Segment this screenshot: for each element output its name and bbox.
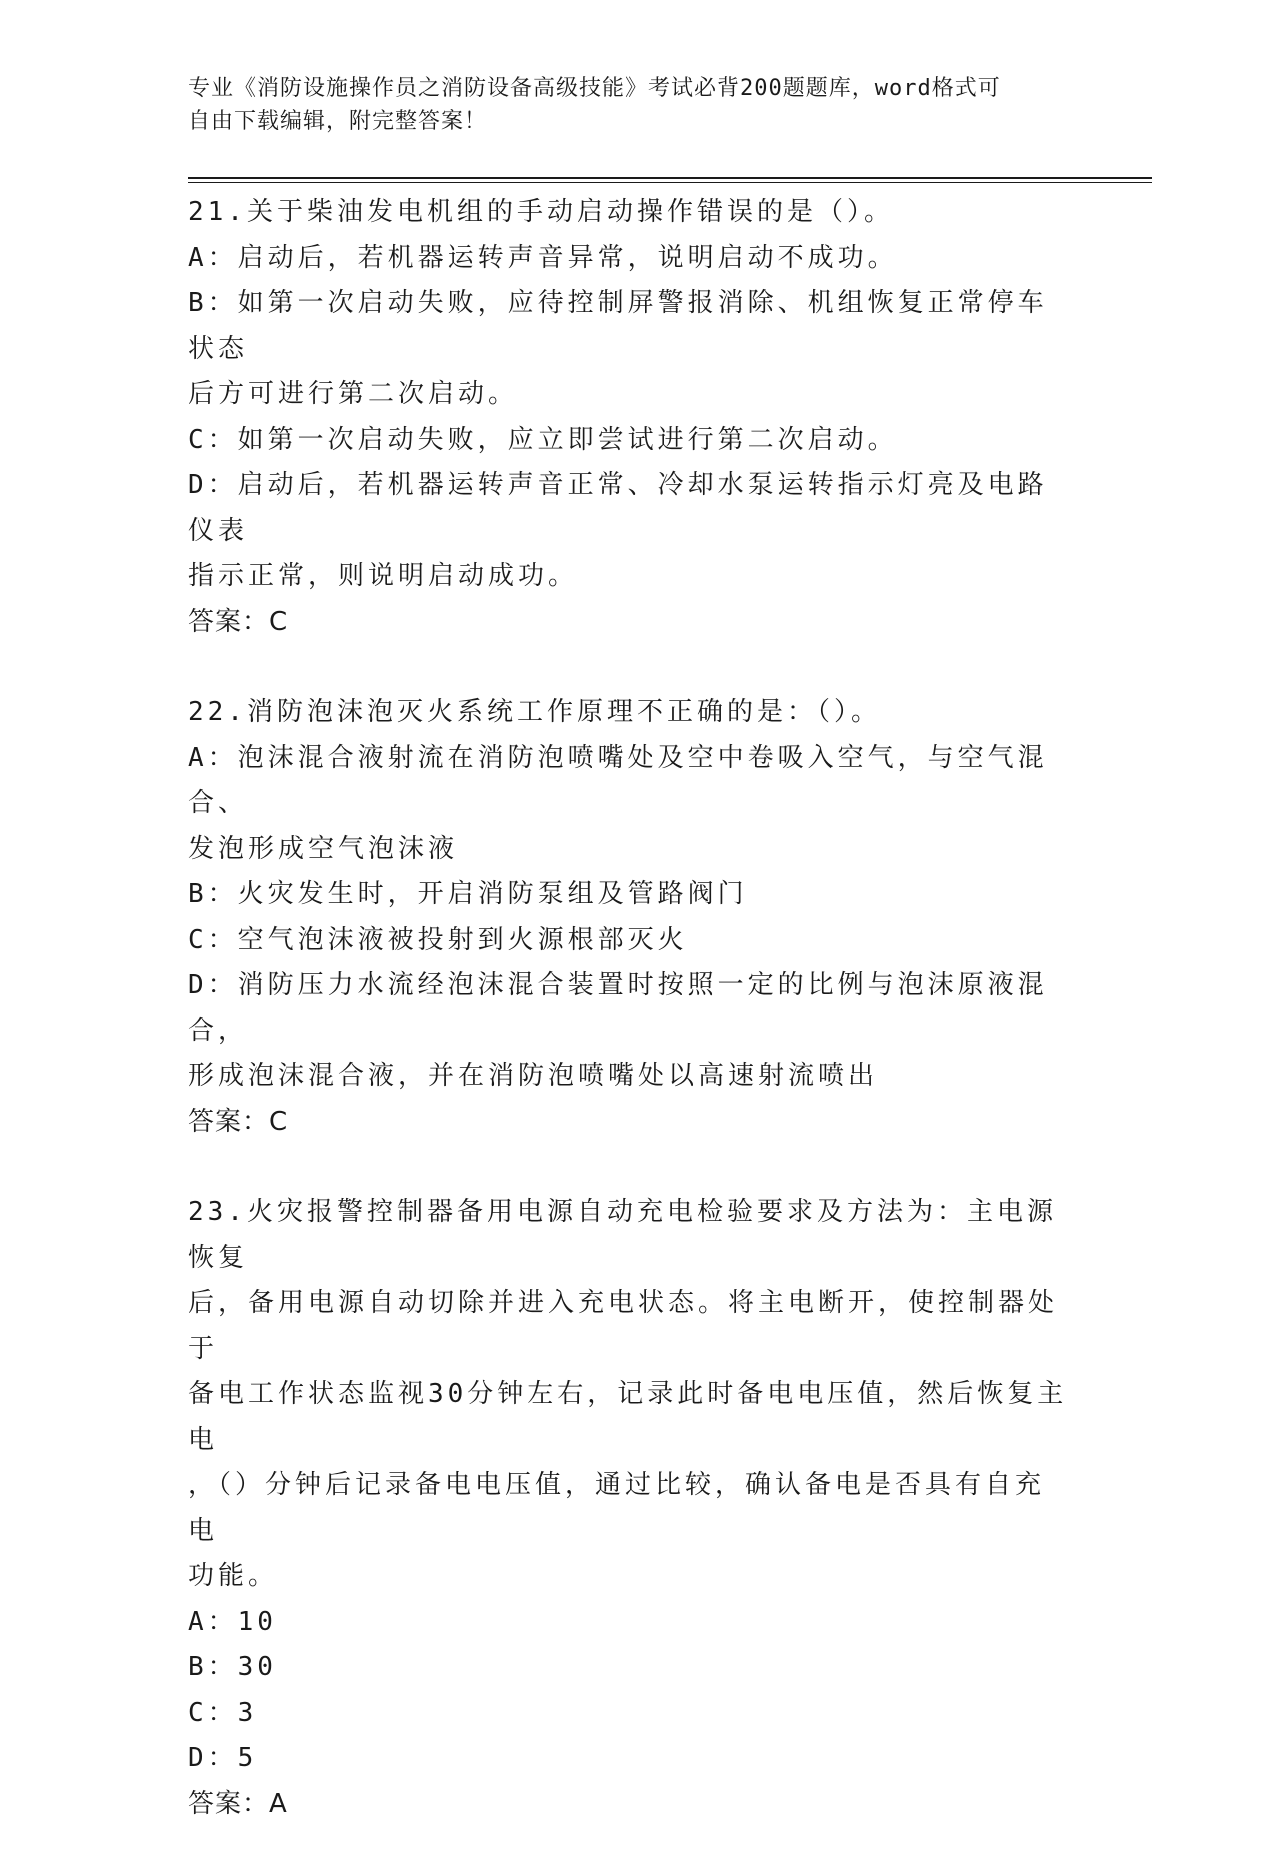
option-a-continued: 发泡形成空气泡沫液 [188, 833, 459, 864]
header-line: 自由下载编辑，附完整答案！ [188, 109, 488, 134]
option-d: D：消防压力水流经泡沫混合装置时按照一定的比例与泡沫原液混合， [188, 970, 1048, 1046]
option-b: B：火灾发生时，开启消防泵组及管路阀门 [188, 879, 748, 909]
question-stem-continued: 后，备用电源自动切除并进入充电状态。将主电断开，使控制器处于 [188, 1288, 1059, 1364]
option-d-continued: 指示正常，则说明启动成功。 [188, 561, 579, 591]
option-d: D：5 [188, 1743, 258, 1773]
question-stem: 21.关于柴油发电机组的手动启动操作错误的是（）。 [188, 197, 894, 227]
answer-label: 答案：C [188, 1106, 289, 1137]
answer-label: 答案：A [188, 1788, 288, 1819]
option-d-continued: 形成泡沫混合液，并在消防泡喷嘴处以高速射流喷出 [188, 1061, 879, 1091]
header-divider-thick [188, 177, 1152, 179]
question-23 [188, 1190, 1068, 1827]
question-22 [188, 690, 1068, 1145]
document-header [188, 72, 1068, 138]
option-b: B：30 [188, 1652, 277, 1682]
option-c: C：3 [188, 1697, 258, 1728]
option-a: A：10 [188, 1606, 277, 1637]
answer-label: 答案：C [188, 606, 289, 637]
option-d: D：启动后，若机器运转声音正常、冷却水泵运转指示灯亮及电路仪表 [188, 470, 1048, 546]
question-stem-continued: ，（）分钟后记录备电电压值，通过比较，确认备电是否具有自充电 [188, 1470, 1046, 1546]
option-c: C：空气泡沫液被投射到火源根部灭火 [188, 924, 688, 955]
question-stem: 22.消防泡沫泡灭火系统工作原理不正确的是：（）。 [188, 697, 881, 727]
question-21 [188, 190, 1068, 645]
question-list [188, 190, 1068, 1872]
header-line: 专业《消防设施操作员之消防设备高级技能》考试必背200题题库，word格式可 [188, 76, 1001, 101]
question-stem: 23.火灾报警控制器备用电源自动充电检验要求及方法为：主电源恢复 [188, 1197, 1057, 1273]
header-divider-thin [188, 182, 1152, 183]
option-c: C：如第一次启动失败，应立即尝试进行第二次启动。 [188, 424, 898, 455]
option-a: A：启动后，若机器运转声音异常，说明启动不成功。 [188, 242, 898, 273]
question-stem-continued: 功能。 [188, 1561, 279, 1591]
option-b-continued: 后方可进行第二次启动。 [188, 379, 519, 409]
question-stem-continued: 备电工作状态监视30分钟左右，记录此时备电电压值，然后恢复主电 [188, 1379, 1068, 1455]
option-a: A：泡沫混合液射流在消防泡喷嘴处及空中卷吸入空气，与空气混合、 [188, 742, 1048, 818]
option-b: B：如第一次启动失败，应待控制屏警报消除、机组恢复正常停车状态 [188, 288, 1048, 364]
